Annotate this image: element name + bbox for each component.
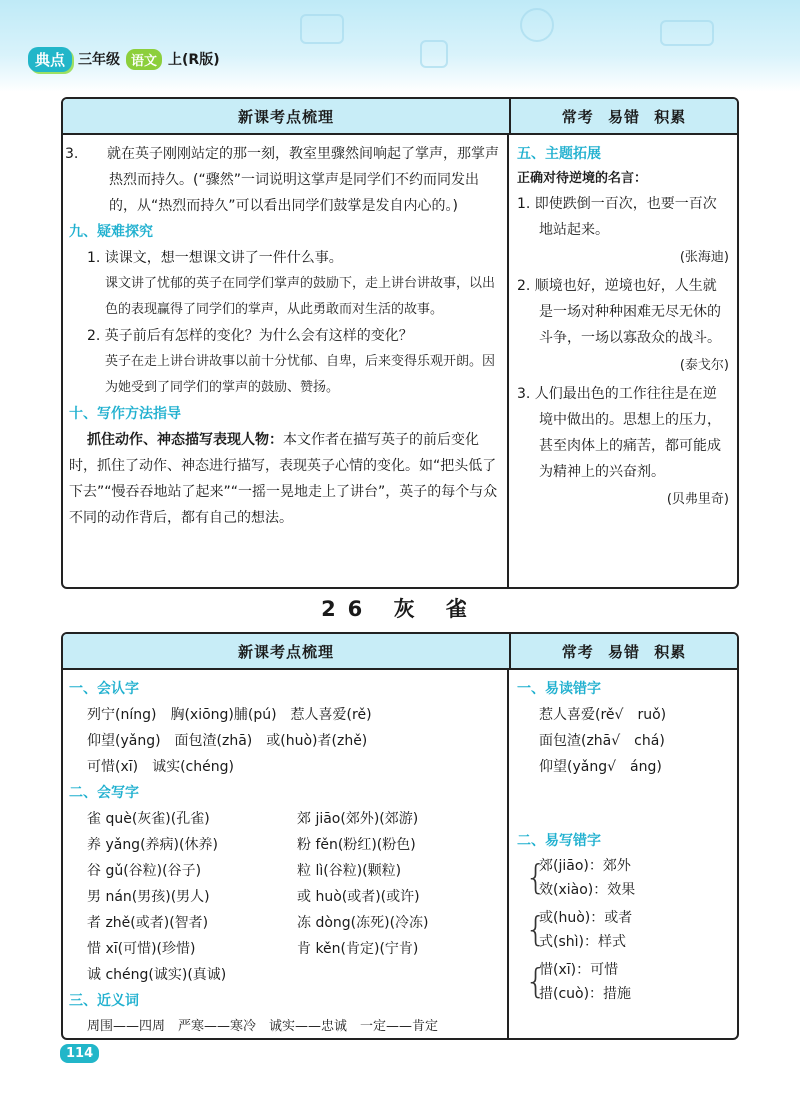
quote-3: 3. 人们最出色的工作往往是在逆境中做出的。思想上的压力，甚至肉体上的痛苦，都可能成为精神上的兴奋剂。 <box>517 386 721 480</box>
doodle-shape <box>660 20 714 46</box>
misread-item: 惹人喜爱(rě√ ruǒ) <box>539 707 667 723</box>
section-10-heading: 十、写作方法指导 <box>69 406 181 422</box>
write-item: 粉 fěn(粉红)(粉色) <box>297 837 416 853</box>
volume-label: 上(R版) <box>168 52 220 68</box>
quote-3-source: (贝弗里奇) <box>666 492 729 507</box>
quotes-subheading: 正确对待逆境的名言： <box>517 171 648 186</box>
header-right-title: 常考 易错 积累 <box>561 642 687 661</box>
confusable-pair <box>525 906 729 954</box>
doodle-shape <box>520 8 554 42</box>
write-item: 诚 chéng(诚实)(真诚) <box>87 967 227 983</box>
brand-logo: 典点 <box>28 47 72 72</box>
pair-line: 郊(jiāo)：郊外 <box>539 858 631 874</box>
pair-line: 式(shì)：样式 <box>539 934 626 950</box>
right-column <box>509 670 737 1038</box>
review-box-top <box>61 97 739 589</box>
synonyms-row: 周围——四周 严寒——寒冷 诚实——忠诚 一定——肯定 <box>87 1019 439 1034</box>
misread-item: 面包渣(zhā√ chá) <box>539 733 665 749</box>
quote-1-source: (张海迪) <box>679 250 729 265</box>
box-header <box>63 634 737 670</box>
confusable-pair <box>525 854 729 902</box>
pair-line: 惜(xī)：可惜 <box>539 962 619 978</box>
right-section-2-heading: 二、易写错字 <box>517 833 601 849</box>
brace-icon: { <box>525 962 547 1002</box>
item-3: 3. 就在英子刚刚站定的那一刻，教室里骤然间响起了掌声，那掌声热烈而持久。(“骤然”一词说明这掌声是同学们不约而同发出的，从“热烈而持久”可以看出同学们鼓掌是发自内心的。) <box>65 146 499 214</box>
section-1-heading: 一、会认字 <box>69 681 139 697</box>
write-item: 谷 gǔ(谷粒)(谷子) <box>87 863 202 879</box>
right-section-1-heading: 一、易读错字 <box>517 681 601 697</box>
left-column <box>63 135 509 587</box>
read-row: 可惜(xī) 诚实(chéng) <box>87 759 234 775</box>
section-2-heading: 二、会写字 <box>69 785 139 801</box>
brace-icon: { <box>525 910 547 950</box>
header-left-title: 新课考点梳理 <box>63 634 511 668</box>
write-item: 者 zhě(或者)(智者) <box>87 915 209 931</box>
question-2: 2. 英子前后有怎样的变化？为什么会有这样的变化？ <box>87 328 413 344</box>
write-item: 惜 xī(可惜)(珍惜) <box>87 941 196 957</box>
pair-line: 措(cuò)：措施 <box>539 986 632 1002</box>
lesson-title: 26 灰 雀 <box>321 597 479 621</box>
quote-1: 1. 即使跌倒一百次，也要一百次地站起来。 <box>517 196 717 238</box>
write-item: 男 nán(男孩)(男人) <box>87 889 210 905</box>
grade-label: 三年级 <box>78 52 121 68</box>
confusable-pair <box>525 958 729 1006</box>
pair-line: 或(huò)：或者 <box>539 910 633 926</box>
write-item: 肯 kěn(肯定)(宁肯) <box>297 941 419 957</box>
write-item: 郊 jiāo(郊外)(郊游) <box>297 811 419 827</box>
answer-2: 英子在走上讲台讲故事以前十分忧郁、自卑，后来变得乐观开朗。因为她受到了同学们的掌声的鼓励、赞扬。 <box>105 354 496 395</box>
header-left-title: 新课考点梳理 <box>63 99 511 133</box>
right-column <box>509 135 737 587</box>
write-grid <box>69 806 499 988</box>
subject-badge: 语文 <box>126 49 162 70</box>
doodle-shape <box>300 14 344 44</box>
quote-2-source: (泰戈尔) <box>679 358 729 373</box>
page-number: 114 <box>60 1044 99 1063</box>
write-item: 雀 què(灰雀)(孔雀) <box>87 811 210 827</box>
review-box-bottom <box>61 632 739 1040</box>
right-section-5-heading: 五、主题拓展 <box>517 146 601 162</box>
write-item: 或 huò(或者)(或许) <box>297 889 420 905</box>
page-header <box>28 46 220 72</box>
pair-line: 效(xiào)：效果 <box>539 882 636 898</box>
answer-1: 课文讲了忧郁的英子在同学们掌声的鼓励下，走上讲台讲故事，以出色的表现赢得了同学们的掌声，从此勇敢而对生活的故事。 <box>105 276 496 317</box>
left-column <box>63 670 509 1038</box>
section-9-heading: 九、疑难探究 <box>69 224 153 240</box>
read-row: 列宁(níng) 胸(xiōng)脯(pú) 惹人喜爱(rě) <box>87 707 372 723</box>
brace-icon: { <box>525 858 547 898</box>
misread-item: 仰望(yǎng√ áng) <box>539 759 662 775</box>
question-1: 1. 读课文，想一想课文讲了一件什么事。 <box>87 250 343 266</box>
writing-method-paragraph: 抓住动作、神态描写表现人物：本文作者在描写英子的前后变化时，抓住了动作、神态进行描写，表现英子心情的变化。如“把头低了下去”“慢吞吞地站了起来”“一摇一晃地走上了讲台”，英子的每个与众不同的动作背后，都有自己的想法。 <box>69 432 498 526</box>
quote-2: 2. 顺境也好，逆境也好，人生就是一场对种种困难无尽无休的斗争，一场以寡敌众的战斗。 <box>517 278 721 346</box>
write-item: 冻 dòng(冻死)(冷冻) <box>297 915 429 931</box>
doodle-shape <box>420 40 448 68</box>
header-right-title: 常考 易错 积累 <box>561 107 687 126</box>
section-3-heading: 三、近义词 <box>69 993 139 1009</box>
read-row: 仰望(yǎng) 面包渣(zhā) 或(huò)者(zhě) <box>87 733 368 749</box>
write-item <box>297 962 499 988</box>
write-item: 养 yǎng(养病)(休养) <box>87 837 218 853</box>
box-header <box>63 99 737 135</box>
write-item: 粒 lì(谷粒)(颗粒) <box>297 863 402 879</box>
